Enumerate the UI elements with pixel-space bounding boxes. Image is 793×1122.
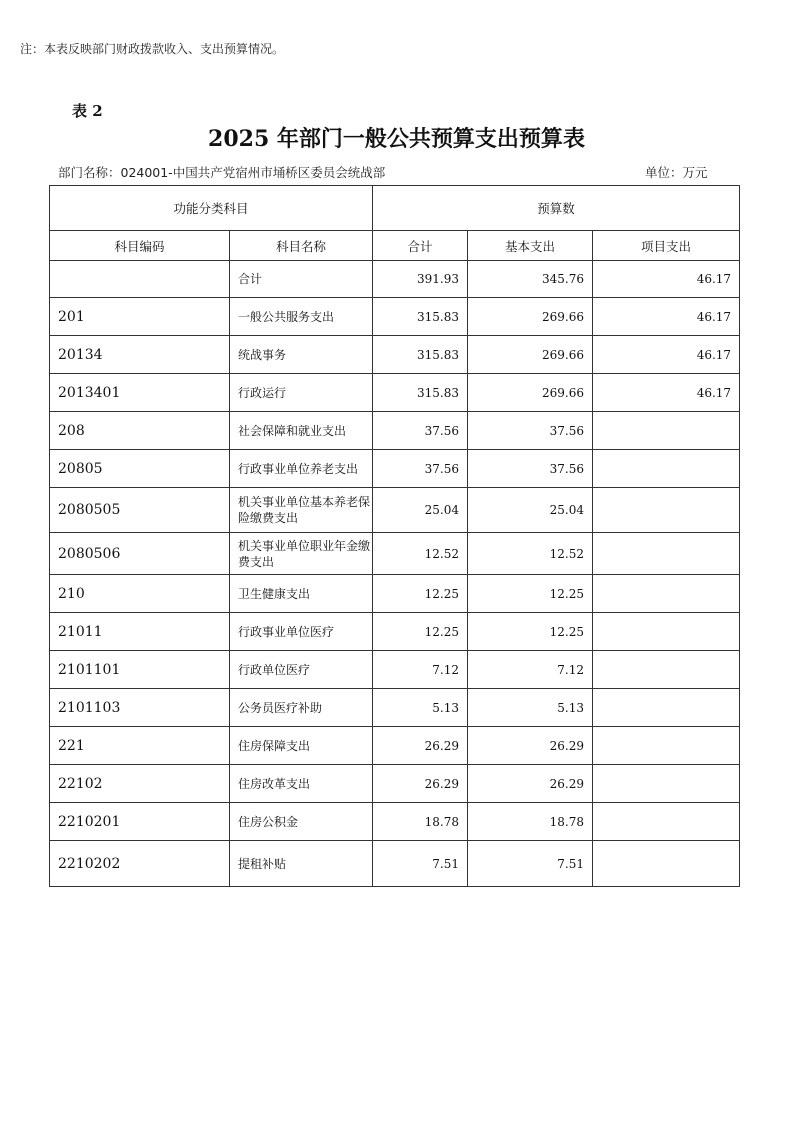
row-total: 315.83 (373, 336, 468, 374)
row-basic: 269.66 (468, 374, 593, 412)
header-project: 项目支出 (593, 231, 740, 261)
row-name: 合计 (230, 261, 373, 298)
table-row (50, 412, 740, 450)
row-total: 18.78 (373, 803, 468, 841)
row-code: 210 (50, 575, 230, 613)
row-total: 26.29 (373, 765, 468, 803)
row-basic: 18.78 (468, 803, 593, 841)
table-row (50, 450, 740, 488)
row-code: 21011 (50, 613, 230, 651)
row-code: 20805 (50, 450, 230, 488)
table-row (50, 727, 740, 765)
row-name: 住房公积金 (230, 803, 373, 841)
row-project (593, 727, 740, 765)
row-total: 315.83 (373, 298, 468, 336)
row-project: 46.17 (593, 336, 740, 374)
row-code: 208 (50, 412, 230, 450)
row-name: 公务员医疗补助 (230, 689, 373, 727)
row-basic: 37.56 (468, 412, 593, 450)
row-basic: 7.12 (468, 651, 593, 689)
row-total: 7.51 (373, 841, 468, 887)
table-row (50, 488, 740, 533)
row-name: 统战事务 (230, 336, 373, 374)
row-project: 46.17 (593, 374, 740, 412)
row-project (593, 651, 740, 689)
table-row (50, 533, 740, 575)
row-basic: 5.13 (468, 689, 593, 727)
row-project (593, 689, 740, 727)
row-total: 5.13 (373, 689, 468, 727)
row-name: 提租补贴 (230, 841, 373, 887)
row-total: 391.93 (373, 261, 468, 298)
row-name: 行政单位医疗 (230, 651, 373, 689)
row-name: 住房改革支出 (230, 765, 373, 803)
header-row-columns (50, 231, 740, 261)
table-row (50, 575, 740, 613)
row-basic: 12.25 (468, 575, 593, 613)
page-title: 2025 年部门一般公共预算支出预算表 (208, 126, 585, 152)
table-row (50, 765, 740, 803)
row-total: 25.04 (373, 488, 468, 533)
row-basic: 12.52 (468, 533, 593, 575)
row-code (50, 261, 230, 298)
unit-label: 单位：万元 (645, 165, 708, 180)
row-project (593, 841, 740, 887)
row-basic: 26.29 (468, 727, 593, 765)
row-basic: 37.56 (468, 450, 593, 488)
table-row (50, 803, 740, 841)
row-code: 2101101 (50, 651, 230, 689)
row-project: 46.17 (593, 261, 740, 298)
header-basic: 基本支出 (468, 231, 593, 261)
row-basic: 26.29 (468, 765, 593, 803)
table-row (50, 261, 740, 298)
table-row (50, 336, 740, 374)
row-name: 机关事业单位基本养老保险缴费支出 (230, 488, 373, 533)
table-note: 注：本表反映部门财政拨款收入、支出预算情况。 (20, 42, 285, 56)
row-basic: 25.04 (468, 488, 593, 533)
row-total: 26.29 (373, 727, 468, 765)
table-row (50, 374, 740, 412)
row-name: 一般公共服务支出 (230, 298, 373, 336)
row-project (593, 613, 740, 651)
row-code: 2080505 (50, 488, 230, 533)
header-code: 科目编码 (50, 231, 230, 261)
row-project (593, 488, 740, 533)
row-basic: 269.66 (468, 336, 593, 374)
row-code: 2210201 (50, 803, 230, 841)
row-basic: 7.51 (468, 841, 593, 887)
row-name: 机关事业单位职业年金缴费支出 (230, 533, 373, 575)
row-total: 315.83 (373, 374, 468, 412)
row-project (593, 450, 740, 488)
row-total: 37.56 (373, 412, 468, 450)
row-project (593, 412, 740, 450)
table-body (50, 261, 740, 887)
row-code: 22102 (50, 765, 230, 803)
row-total: 37.56 (373, 450, 468, 488)
row-code: 2080506 (50, 533, 230, 575)
table-row (50, 689, 740, 727)
row-project (593, 765, 740, 803)
header-row-group (50, 186, 740, 231)
row-total: 12.25 (373, 575, 468, 613)
row-code: 201 (50, 298, 230, 336)
header-total: 合计 (373, 231, 468, 261)
row-code: 2210202 (50, 841, 230, 887)
row-code: 2101103 (50, 689, 230, 727)
row-name: 行政事业单位医疗 (230, 613, 373, 651)
header-functional: 功能分类科目 (50, 186, 373, 231)
budget-table (49, 185, 740, 887)
row-name: 社会保障和就业支出 (230, 412, 373, 450)
row-project (593, 803, 740, 841)
row-total: 12.52 (373, 533, 468, 575)
header-name: 科目名称 (230, 231, 373, 261)
table-row (50, 613, 740, 651)
row-name: 住房保障支出 (230, 727, 373, 765)
row-basic: 12.25 (468, 613, 593, 651)
table-row (50, 841, 740, 887)
row-code: 20134 (50, 336, 230, 374)
row-project (593, 575, 740, 613)
row-code: 2013401 (50, 374, 230, 412)
row-basic: 345.76 (468, 261, 593, 298)
row-code: 221 (50, 727, 230, 765)
row-project (593, 533, 740, 575)
header-budget: 预算数 (373, 186, 740, 231)
row-name: 行政事业单位养老支出 (230, 450, 373, 488)
row-project: 46.17 (593, 298, 740, 336)
row-total: 12.25 (373, 613, 468, 651)
row-name: 卫生健康支出 (230, 575, 373, 613)
row-total: 7.12 (373, 651, 468, 689)
table-row (50, 298, 740, 336)
table-label: 表 2 (72, 102, 103, 120)
row-name: 行政运行 (230, 374, 373, 412)
department-name: 部门名称：024001-中国共产党宿州市埇桥区委员会统战部 (58, 165, 386, 180)
table-row (50, 651, 740, 689)
row-basic: 269.66 (468, 298, 593, 336)
